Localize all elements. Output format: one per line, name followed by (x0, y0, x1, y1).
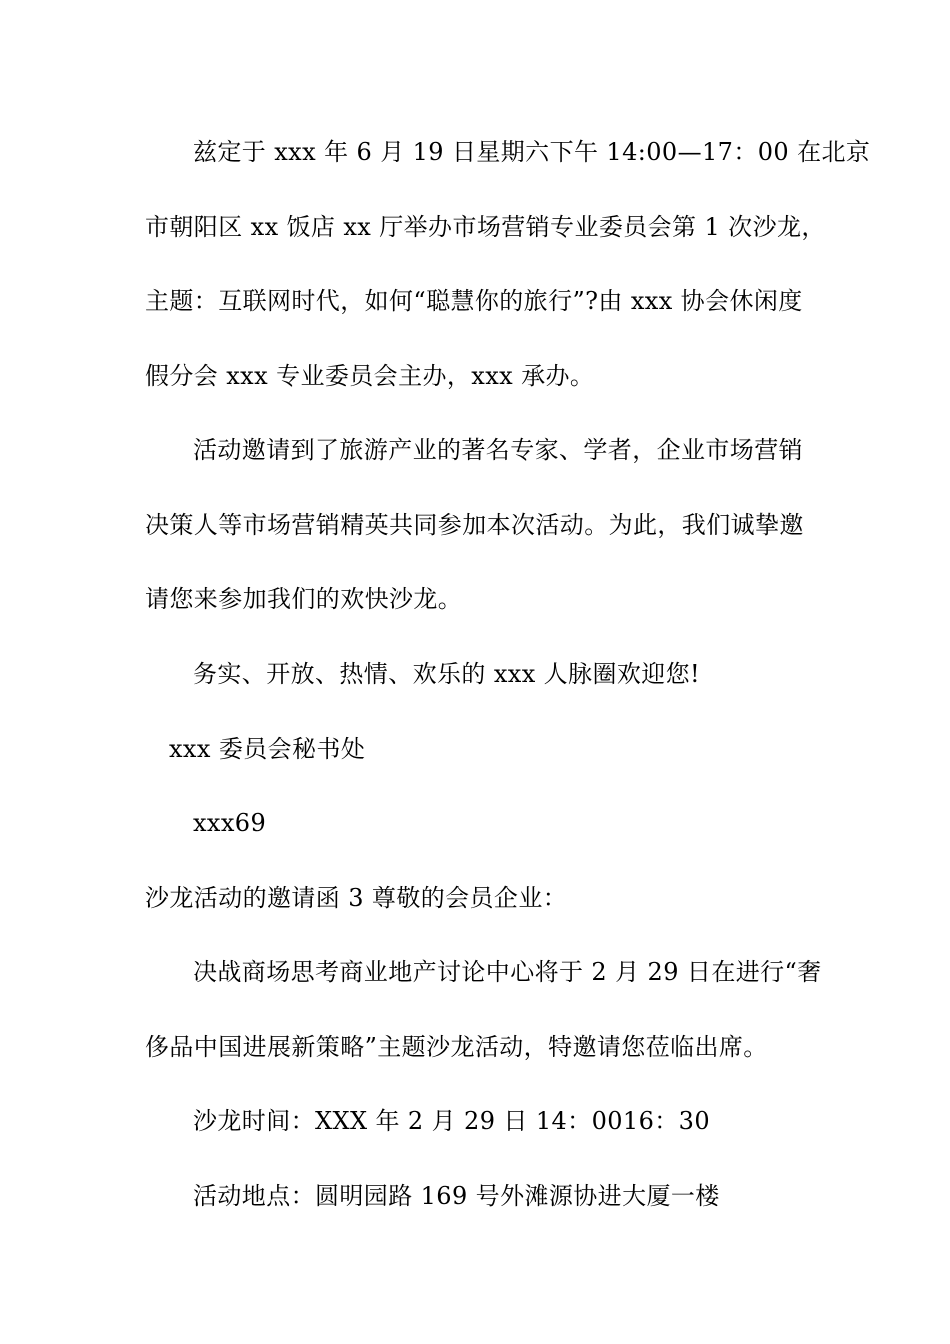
paragraph-2-line-1: 活动邀请到了旅游产业的著名专家、学者，企业市场营销 (193, 436, 803, 464)
paragraph-1-line-3: 主题：互联网时代，如何“聪慧你的旅行”?由 xxx 协会休闲度 (145, 287, 803, 315)
paragraph-1-line-1: 兹定于 xxx 年 6 月 19 日星期六下午 14:00—17：00 在北京 (193, 138, 871, 166)
signature-code: xxx69 (193, 809, 267, 837)
salon-time-line: 沙龙时间：XXX 年 2 月 29 日 14：0016：30 (193, 1107, 710, 1135)
signature-line: xxx 委员会秘书处 (169, 735, 366, 763)
venue-line: 活动地点：圆明园路 169 号外滩源协进大厦一楼 (193, 1182, 720, 1210)
welcome-line: 务实、开放、热情、欢乐的 xxx 人脉圈欢迎您! (193, 660, 701, 688)
paragraph-3-line-1: 决战商场思考商业地产讨论中心将于 2 月 29 日在进行“奢 (193, 958, 822, 986)
paragraph-2-line-3: 请您来参加我们的欢快沙龙。 (145, 585, 463, 613)
paragraph-1-line-2: 市朝阳区 xx 饭店 xx 厅举办市场营销专业委员会第 1 次沙龙， (145, 213, 826, 241)
paragraph-2-line-2: 决策人等市场营销精英共同参加本次活动。为此，我们诚挚邀 (145, 511, 804, 539)
paragraph-1-line-4: 假分会 xxx 专业委员会主办，xxx 承办。 (145, 362, 595, 390)
second-invitation-heading: 沙龙活动的邀请函 3 尊敬的会员企业： (145, 884, 568, 912)
paragraph-3-line-2: 侈品中国进展新策略”主题沙龙活动，特邀请您莅临出席。 (145, 1033, 768, 1061)
